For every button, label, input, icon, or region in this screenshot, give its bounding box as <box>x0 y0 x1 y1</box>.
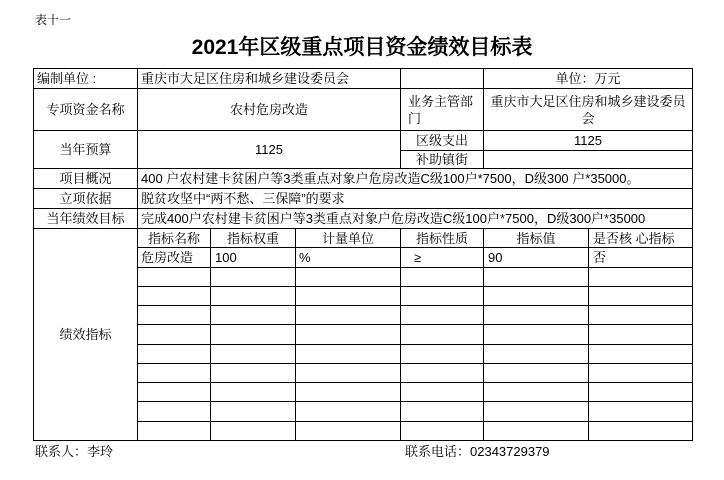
empty-cell <box>589 363 693 382</box>
org-value: 重庆市大足区住房和城乡建设委员会 <box>138 69 401 89</box>
empty-cell <box>401 421 484 440</box>
empty-cell <box>296 363 401 382</box>
performance-target-table <box>33 68 693 441</box>
empty-cell <box>401 267 484 286</box>
district-spending-value: 1125 <box>484 131 693 151</box>
indicators-label: 绩效指标 <box>34 229 138 441</box>
budget-value: 1125 <box>138 131 401 169</box>
fund-name-value: 农村危房改造 <box>138 89 401 131</box>
town-subsidy-value <box>484 151 693 169</box>
empty-cell <box>211 344 296 363</box>
goal-value: 完成400户农村建卡贫困户等3类重点对象户危房改造C级100户*7500，D级300户*35000 <box>138 209 693 229</box>
empty-cell <box>589 286 693 305</box>
empty-cell <box>484 421 589 440</box>
empty-cell <box>211 286 296 305</box>
empty-cell <box>296 383 401 402</box>
town-subsidy-label: 补助镇街 <box>401 151 484 169</box>
empty-cell <box>484 267 589 286</box>
indicator-value: 90 <box>484 248 589 267</box>
empty-cell <box>589 325 693 344</box>
empty-cell <box>138 383 211 402</box>
empty-cell <box>211 421 296 440</box>
empty-cell <box>589 344 693 363</box>
overview-label: 项目概况 <box>34 169 138 189</box>
indicator-header-nature: 指标性质 <box>401 229 484 248</box>
empty-cell <box>211 267 296 286</box>
empty-cell <box>589 402 693 421</box>
empty-cell <box>296 306 401 325</box>
empty-cell <box>296 421 401 440</box>
indicator-weight: 100 <box>211 248 296 267</box>
empty-cell <box>296 267 401 286</box>
contact-phone: 联系电话：02343729379 <box>405 443 550 459</box>
department-label: 业务主管部门 <box>401 89 484 131</box>
empty-cell <box>211 363 296 382</box>
footer <box>33 443 692 461</box>
basis-label: 立项依据 <box>34 189 138 209</box>
table-row-goal <box>34 209 693 229</box>
indicator-header-weight: 指标权重 <box>211 229 296 248</box>
table-number: 表十一 <box>35 13 72 27</box>
indicator-header-value: 指标值 <box>484 229 589 248</box>
basis-value: 脱贫攻坚中“两不愁、三保障”的要求 <box>138 189 693 209</box>
empty-cell <box>401 306 484 325</box>
table-row-fund-name <box>34 89 693 131</box>
page-title: 2021年区级重点项目资金绩效目标表 <box>191 36 533 59</box>
empty-cell <box>296 402 401 421</box>
budget-label: 当年预算 <box>34 131 138 169</box>
empty-cell <box>589 421 693 440</box>
unit-label: 单位：万元 <box>484 69 693 89</box>
empty-cell <box>138 344 211 363</box>
empty-cell <box>138 286 211 305</box>
empty-cell <box>484 286 589 305</box>
empty-cell <box>484 402 589 421</box>
form-sheet <box>33 68 692 461</box>
empty-cell <box>211 325 296 344</box>
empty-cell <box>589 383 693 402</box>
empty-cell <box>401 344 484 363</box>
org-label: 编制单位 : <box>34 69 138 89</box>
table-row-overview <box>34 169 693 189</box>
table-row-budget <box>34 131 693 151</box>
empty-cell <box>401 286 484 305</box>
empty-cell <box>401 325 484 344</box>
empty-cell <box>296 325 401 344</box>
empty-cell <box>401 363 484 382</box>
empty-cell <box>484 383 589 402</box>
empty-cell <box>138 421 211 440</box>
empty-cell <box>589 306 693 325</box>
empty-cell <box>211 402 296 421</box>
empty-cell <box>296 344 401 363</box>
empty-cell <box>211 383 296 402</box>
table-row-basis <box>34 189 693 209</box>
indicator-header-name: 指标名称 <box>138 229 211 248</box>
empty-cell <box>138 267 211 286</box>
indicator-core: 否 <box>589 248 693 267</box>
empty-cell <box>401 402 484 421</box>
indicator-header-unit: 计量单位 <box>296 229 401 248</box>
empty-cell <box>484 344 589 363</box>
goal-label: 当年绩效目标 <box>34 209 138 229</box>
empty-cell <box>138 325 211 344</box>
fund-name-label: 专项资金名称 <box>34 89 138 131</box>
table-row-organization <box>34 69 693 89</box>
district-spending-label: 区级支出 <box>401 131 484 151</box>
empty-cell <box>138 402 211 421</box>
indicator-header-core: 是否核 心指标 <box>589 229 693 248</box>
empty-cell <box>401 69 484 89</box>
table-body <box>34 69 693 441</box>
empty-cell <box>296 286 401 305</box>
empty-cell <box>484 363 589 382</box>
empty-cell <box>211 306 296 325</box>
empty-cell <box>589 267 693 286</box>
indicator-nature: ≥ <box>401 248 484 267</box>
indicator-name: 危房改造 <box>138 248 211 267</box>
empty-cell <box>484 325 589 344</box>
department-value: 重庆市大足区住房和城乡建设委员会 <box>484 89 693 131</box>
table-row-indicator-header <box>34 229 693 248</box>
empty-cell <box>401 383 484 402</box>
contact-person: 联系人：李玲 <box>35 443 114 459</box>
overview-value: 400 户农村建卡贫困户等3类重点对象户危房改造C级100户*7500，D级300 户*35000。 <box>138 169 693 189</box>
empty-cell <box>138 306 211 325</box>
empty-cell <box>484 306 589 325</box>
indicator-unit: % <box>296 248 401 267</box>
empty-cell <box>138 363 211 382</box>
